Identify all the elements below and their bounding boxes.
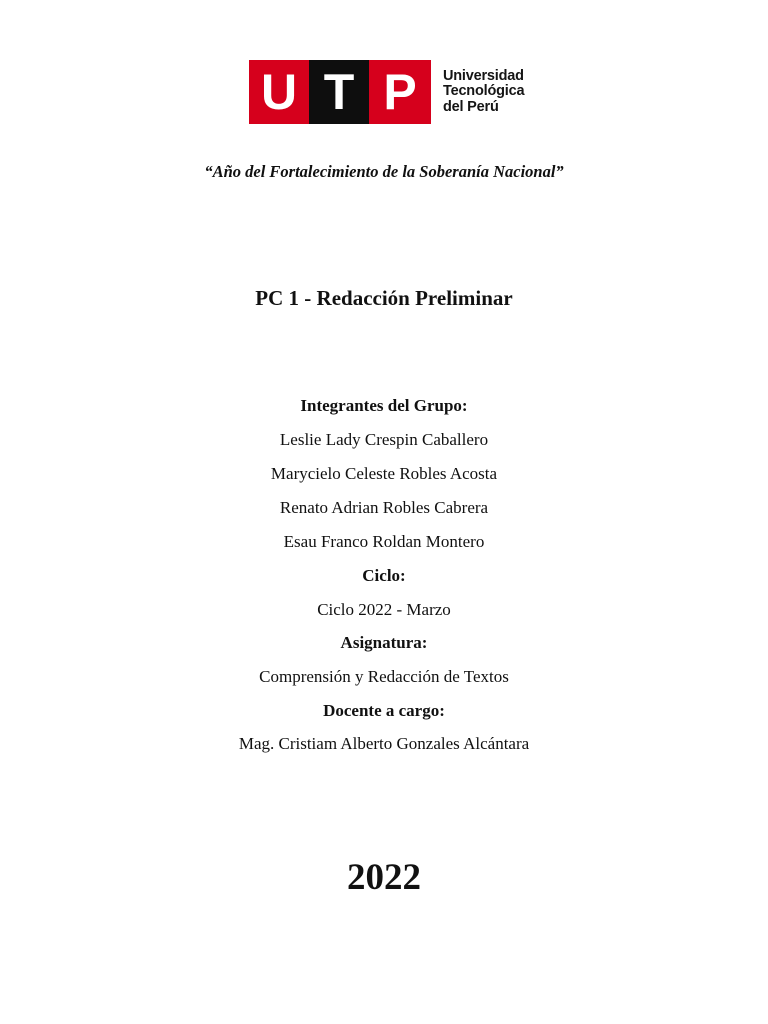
document-year: 2022	[347, 857, 421, 898]
logo-letter-t: T	[309, 60, 369, 124]
logo-text-line-3: del Perú	[443, 98, 499, 115]
member-name: Leslie Lady Crespin Caballero	[279, 430, 489, 449]
subject-label: Asignatura:	[340, 633, 428, 652]
year-motto: “Año del Fortalecimiento de la Soberanía Nacional”	[204, 162, 564, 181]
logo-text-line-2: Tecnológica	[443, 83, 525, 100]
member-name: Renato Adrian Robles Cabrera	[279, 498, 489, 517]
utp-logo	[249, 60, 524, 124]
subject-value: Comprensión y Redacción de Textos	[259, 667, 509, 686]
teacher-label: Docente a cargo:	[323, 701, 445, 720]
cycle-value: Ciclo 2022 - Marzo	[317, 600, 451, 619]
group-label: Integrantes del Grupo:	[300, 396, 468, 415]
member-name: Esau Franco Roldan Montero	[283, 532, 485, 551]
document-title: PC 1 - Redacción Preliminar	[255, 286, 513, 310]
cycle-label: Ciclo:	[362, 566, 406, 585]
logo-university-name	[443, 69, 524, 116]
teacher-value: Mag. Cristiam Alberto Gonzales Alcántara	[238, 734, 530, 753]
member-name: Marycielo Celeste Robles Acosta	[270, 464, 498, 483]
utp-logo-mark	[249, 60, 431, 124]
logo-letter-p: P	[369, 60, 431, 124]
logo-letter-u: U	[249, 60, 309, 124]
logo-text-line-1: Universidad	[443, 67, 524, 84]
